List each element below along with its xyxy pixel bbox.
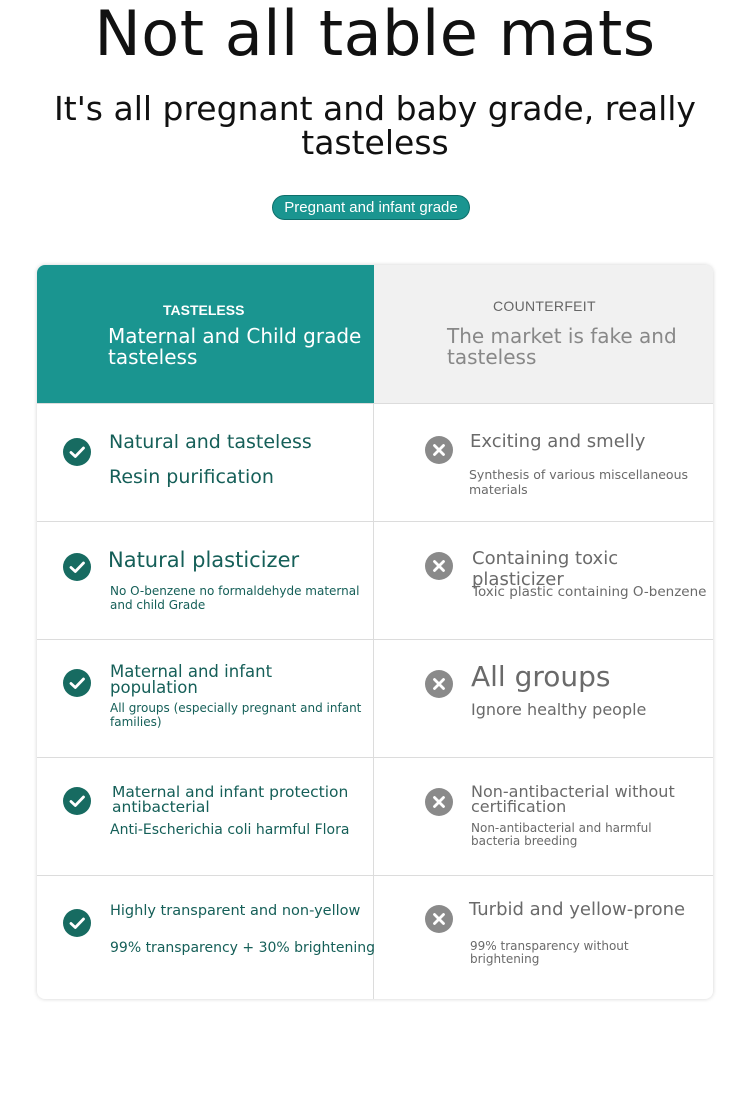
table-row bbox=[37, 403, 713, 521]
right-main-text: Non-antibacterial without certification bbox=[471, 782, 675, 816]
x-circle-icon bbox=[425, 436, 453, 464]
tasteless-title: Maternal and Child grade tasteless bbox=[108, 324, 362, 369]
right-sub-text: Ignore healthy people bbox=[471, 700, 647, 719]
subheadline: It's all pregnant and baby grade, really tasteless bbox=[54, 89, 696, 162]
left-sub-text: Resin purification bbox=[109, 466, 274, 488]
left-main-text: Maternal and infant population bbox=[110, 662, 273, 697]
right-sub-text: Toxic plastic containing O-benzene bbox=[472, 584, 707, 600]
table-row bbox=[37, 757, 713, 875]
tasteless-tag: TASTELESS bbox=[163, 302, 245, 318]
table-row bbox=[37, 639, 713, 757]
left-sub-text: All groups (especially pregnant and infant families) bbox=[110, 701, 362, 729]
check-circle-icon bbox=[63, 553, 91, 581]
check-circle-icon bbox=[63, 787, 91, 815]
right-main-text: Turbid and yellow-prone bbox=[469, 899, 686, 920]
right-sub-text: 99% transparency without brightening bbox=[470, 939, 629, 966]
header-counterfeit bbox=[374, 265, 713, 403]
left-main-text: Natural plasticizer bbox=[108, 548, 300, 572]
right-main-text: All groups bbox=[471, 660, 611, 693]
grade-badge: Pregnant and infant grade bbox=[272, 195, 470, 220]
left-sub-text: No O-benzene no formaldehyde maternal and child Grade bbox=[110, 584, 360, 612]
right-main-text: Containing toxic plasticizer bbox=[472, 548, 619, 590]
right-main-text: Exciting and smelly bbox=[470, 431, 646, 452]
comparison-table bbox=[37, 265, 713, 999]
table-row bbox=[37, 875, 713, 999]
left-sub-text: Anti-Escherichia coli harmful Flora bbox=[110, 822, 350, 838]
x-circle-icon bbox=[425, 788, 453, 816]
x-circle-icon bbox=[425, 552, 453, 580]
headline: Not all table mats bbox=[94, 0, 656, 70]
left-main-text: Natural and tasteless bbox=[109, 431, 312, 453]
right-sub-text: Synthesis of various miscellaneous materials bbox=[469, 467, 689, 497]
right-sub-text: Non-antibacterial and harmful bacteria breeding bbox=[471, 821, 652, 848]
left-main-text: Maternal and infant protection antibacterial bbox=[112, 783, 349, 816]
x-circle-icon bbox=[425, 670, 453, 698]
x-circle-icon bbox=[425, 905, 453, 933]
check-circle-icon bbox=[63, 438, 91, 466]
counterfeit-tag: COUNTERFEIT bbox=[493, 298, 596, 314]
table-row bbox=[37, 521, 713, 639]
left-main-text: Highly transparent and non-yellow bbox=[110, 903, 361, 919]
check-circle-icon bbox=[63, 909, 91, 937]
left-sub-text: 99% transparency + 30% brightening bbox=[110, 940, 376, 956]
header-tasteless bbox=[37, 265, 374, 403]
check-circle-icon bbox=[63, 669, 91, 697]
counterfeit-title: The market is fake and tasteless bbox=[447, 324, 677, 369]
